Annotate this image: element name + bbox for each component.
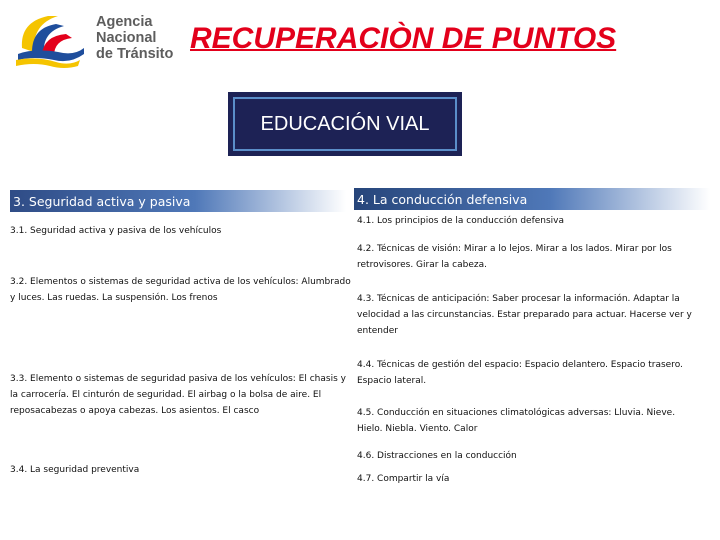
right-item: 4.6. Distracciones en la conducción	[357, 451, 517, 461]
page-title: RECUPERACIÒN DE PUNTOS	[190, 22, 617, 55]
agency-name	[96, 14, 173, 62]
right-item: 4.7. Compartir la vía	[357, 474, 450, 484]
agency-name-line: Agencia	[96, 14, 153, 30]
right-item: 4.4. Técnicas de gestión del espacio: Espacio delantero. Espacio trasero. Espacio lateral.	[357, 360, 683, 386]
left-column-heading: 3. Seguridad activa y pasiva	[10, 190, 346, 212]
left-item: 3.1. Seguridad activa y pasiva de los vehículos	[10, 226, 222, 236]
right-item: 4.5. Conducción en situaciones climatológicas adversas: Lluvia. Nieve. Hielo. Niebla. Viento. Calor	[357, 408, 676, 434]
agency-logo	[14, 8, 174, 70]
right-item: 4.1. Los principios de la conducción defensiva	[357, 216, 565, 226]
right-item: 4.3. Técnicas de anticipación: Saber procesar la información. Adaptar la velocidad a las circunstancias. Estar preparado para actuar. Hacerse ver y entender	[357, 294, 692, 336]
right-column-heading: 4. La conducción defensiva	[354, 188, 710, 210]
agency-logo-icon	[14, 8, 92, 70]
subtitle-text: EDUCACIÓN VIAL	[233, 97, 457, 151]
right-item: 4.2. Técnicas de visión: Mirar a lo lejos. Mirar a los lados. Mirar por los retrovisores. Girar la cabeza.	[357, 244, 672, 270]
subtitle-box	[228, 92, 462, 156]
agency-name-line: Nacional	[96, 30, 157, 46]
left-item: 3.2. Elementos o sistemas de seguridad activa de los vehículos: Alumbrado y luces. Las ruedas. La suspensión. Los frenos	[10, 277, 351, 303]
left-item: 3.3. Elemento o sistemas de seguridad pasiva de los vehículos: El chasis y la carrocería. El cinturón de seguridad. El airbag o la bolsa de aire. El reposacabezas o apoya cabezas. Los asientos. El casco	[10, 374, 346, 416]
agency-name-line: de Tránsito	[96, 46, 174, 62]
left-item: 3.4. La seguridad preventiva	[10, 465, 140, 475]
